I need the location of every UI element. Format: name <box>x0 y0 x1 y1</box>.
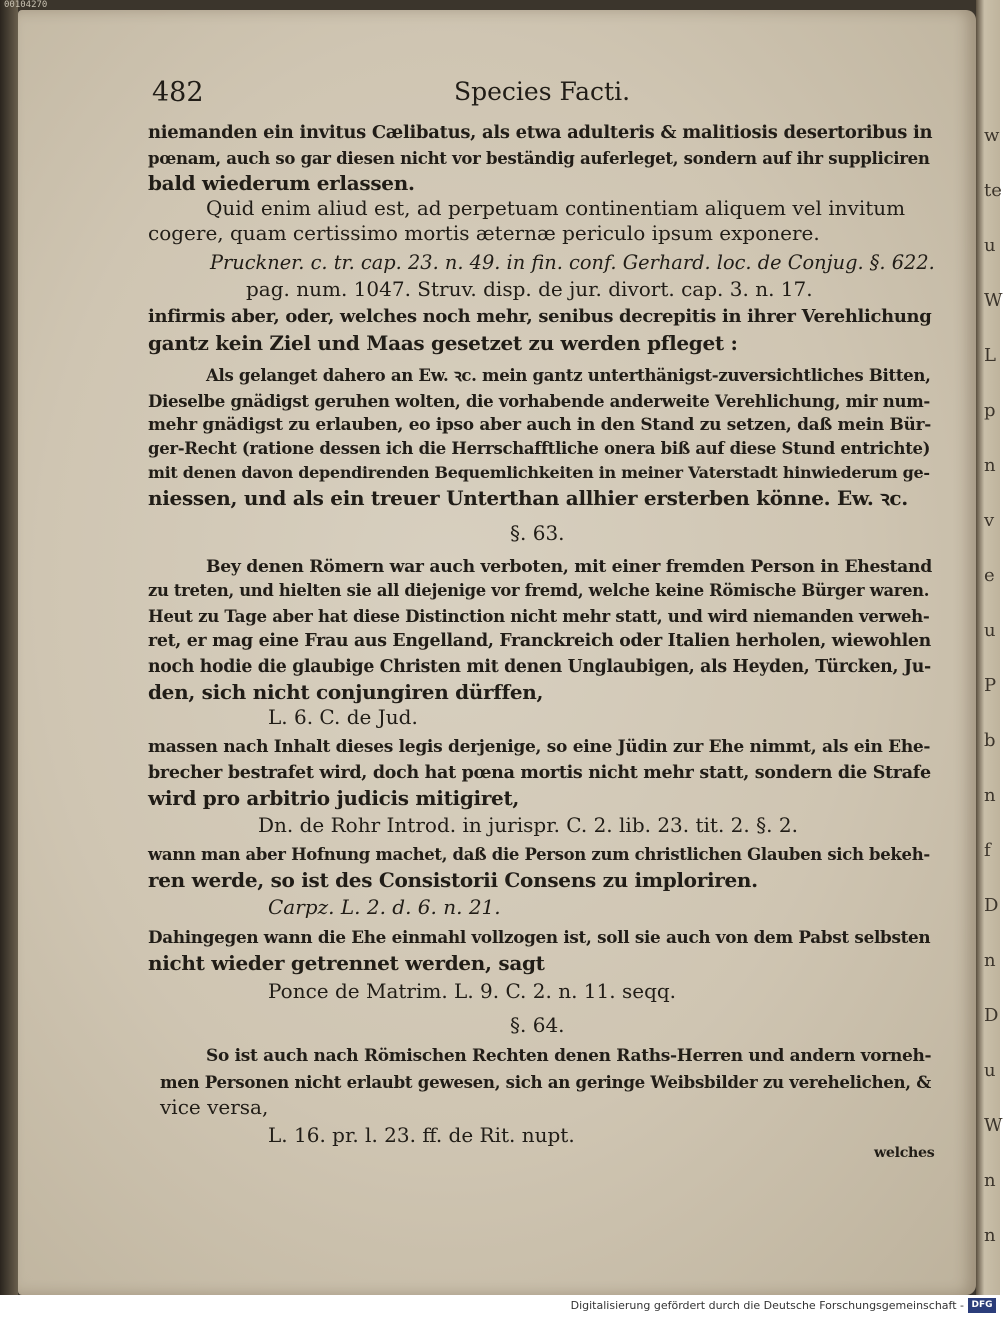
text-line: niemanden ein invitus Cælibatus, als etwa adulteris & malitiosis desertoribus in <box>148 122 933 143</box>
text-line: Dahingegen wann die Ehe einmahl vollzogen ist, soll sie auch von dem Pabst selbsten <box>148 927 931 947</box>
facing-page-letter: n <box>984 785 996 806</box>
facing-page-letter: u <box>984 1060 996 1081</box>
text-line: zu treten, und hielten sie all diejenige vor fremd, welche keine Römische Bürger waren. <box>148 581 930 600</box>
facing-page-letter: P <box>984 675 997 696</box>
section-heading: §. 63. <box>510 521 565 545</box>
facing-page-letter: n <box>984 455 996 476</box>
running-title: Species Facti. <box>454 77 631 106</box>
text-line: mit denen davon dependirenden Bequemlichkeiten in meiner Vaterstadt hinwiederum ge- <box>148 463 930 482</box>
text-line: brecher bestrafet wird, doch hat pœna mortis nicht mehr statt, sondern die Strafe <box>148 763 931 783</box>
facing-page-letter: u <box>984 620 996 641</box>
text-line: gantz kein Ziel und Maas gesetzet zu werden pfleget : <box>148 331 738 355</box>
book-spine-edge <box>0 0 18 1295</box>
facing-page-letter: D <box>984 1005 999 1026</box>
catchword: welches <box>874 1145 935 1161</box>
text-line: mehr gnädigst zu erlauben, eo ipso aber auch in den Stand zu setzen, daß mein Bür- <box>148 415 931 435</box>
facing-page-letter: u <box>984 235 996 256</box>
dfg-logo: DFG <box>968 1298 996 1313</box>
text-line: noch hodie die glaubige Christen mit denen Unglaubigen, als Heyden, Türcken, Ju- <box>148 657 931 677</box>
facing-page-letter: W <box>984 290 1003 311</box>
text-line: ren werde, so ist des Consistorii Consens zu imploriren. <box>148 868 758 892</box>
text-line: So ist auch nach Römischen Rechten denen Raths-Herren und andern vorneh- <box>206 1046 932 1066</box>
citation-line: L. 16. pr. l. 23. ff. de Rit. nupt. <box>268 1123 575 1147</box>
text-line: Bey denen Römern war auch verboten, mit einer fremden Person in Ehestand <box>206 557 932 577</box>
facing-page-letter: te <box>984 180 1002 201</box>
facing-page-letter: D <box>984 895 999 916</box>
facing-page-letter: f <box>984 840 991 861</box>
citation-line: Dn. de Rohr Introd. in jurispr. C. 2. lib. 23. tit. 2. §. 2. <box>258 813 798 837</box>
citation-line: Carpz. L. 2. d. 6. n. 21. <box>268 895 501 919</box>
page-number: 482 <box>152 77 204 108</box>
text-line: ret, er mag eine Frau aus Engelland, Franckreich oder Italien herholen, wiewohlen <box>148 631 931 651</box>
facing-page-letter: n <box>984 1170 996 1191</box>
text-line: wann man aber Hofnung machet, daß die Person zum christlichen Glauben sich bekeh- <box>148 845 930 864</box>
facing-page-letter: W <box>984 1115 1003 1136</box>
facing-page-letter: e <box>984 565 995 586</box>
facing-page-letter: v <box>984 510 995 531</box>
text-line: vice versa, <box>160 1095 269 1119</box>
text-line: pœnam, auch so gar diesen nicht vor beständig auferleget, sondern auf ihr suppliciren <box>148 148 930 168</box>
text-line: Quid enim aliud est, ad perpetuam continentiam aliquem vel invitum <box>206 196 906 220</box>
facing-page-letter: p <box>984 400 996 421</box>
facing-page-letter: L <box>984 345 996 366</box>
citation-line: Pruckner. c. tr. cap. 23. n. 49. in fin. conf. Gerhard. loc. de Conjug. §. 622. <box>210 251 935 274</box>
footer-bar <box>0 1295 1000 1317</box>
text-line: Als gelanget dahero an Ew. ꝛc. mein gantz unterthänigst-zuversichtliches Bitten, <box>206 365 931 385</box>
funding-credit: Digitalisierung gefördert durch die Deutsche Forschungsgemeinschaft - <box>570 1299 964 1312</box>
citation-line: Ponce de Matrim. L. 9. C. 2. n. 11. seqq. <box>268 979 677 1003</box>
text-line: men Personen nicht erlaubt gewesen, sich an geringe Weibsbilder zu verehelichen, & <box>160 1072 931 1092</box>
text-line: cogere, quam certissimo mortis æternæ periculo ipsum exponere. <box>148 221 820 245</box>
scan-id: 00104270 <box>4 0 48 10</box>
facing-page-letter: n <box>984 950 996 971</box>
text-line: den, sich nicht conjungiren dürffen, <box>148 680 544 704</box>
citation-line: L. 6. C. de Jud. <box>268 705 418 729</box>
text-line: Heut zu Tage aber hat diese Distinction nicht mehr statt, und wird niemanden verweh- <box>148 606 930 626</box>
section-heading: §. 64. <box>510 1013 565 1037</box>
text-line: ger-Recht (ratione dessen ich die Herrschafftliche onera biß auf diese Stund entrichte) <box>148 439 931 458</box>
text-line: niessen, und als ein treuer Unterthan allhier ersterben könne. Ew. ꝛc. <box>148 486 908 510</box>
facing-page-letter: w <box>984 125 1000 146</box>
text-line: bald wiederum erlassen. <box>148 171 415 195</box>
text-line: wird pro arbitrio judicis mitigiret, <box>148 786 520 810</box>
facing-page-letter: b <box>984 730 996 751</box>
citation-line: pag. num. 1047. Struv. disp. de jur. divort. cap. 3. n. 17. <box>246 277 813 301</box>
facing-page-letter: n <box>984 1225 996 1246</box>
text-line: infirmis aber, oder, welches noch mehr, senibus decrepitis in ihrer Verehlichung <box>148 306 932 327</box>
text-line: nicht wieder getrennet werden, sagt <box>148 951 545 975</box>
text-line: massen nach Inhalt dieses legis derjenige, so eine Jüdin zur Ehe nimmt, als ein Ehe- <box>148 737 931 757</box>
text-line: Dieselbe gnädigst geruhen wolten, die vorhabende anderweite Verehlichung, mir num- <box>148 391 930 411</box>
